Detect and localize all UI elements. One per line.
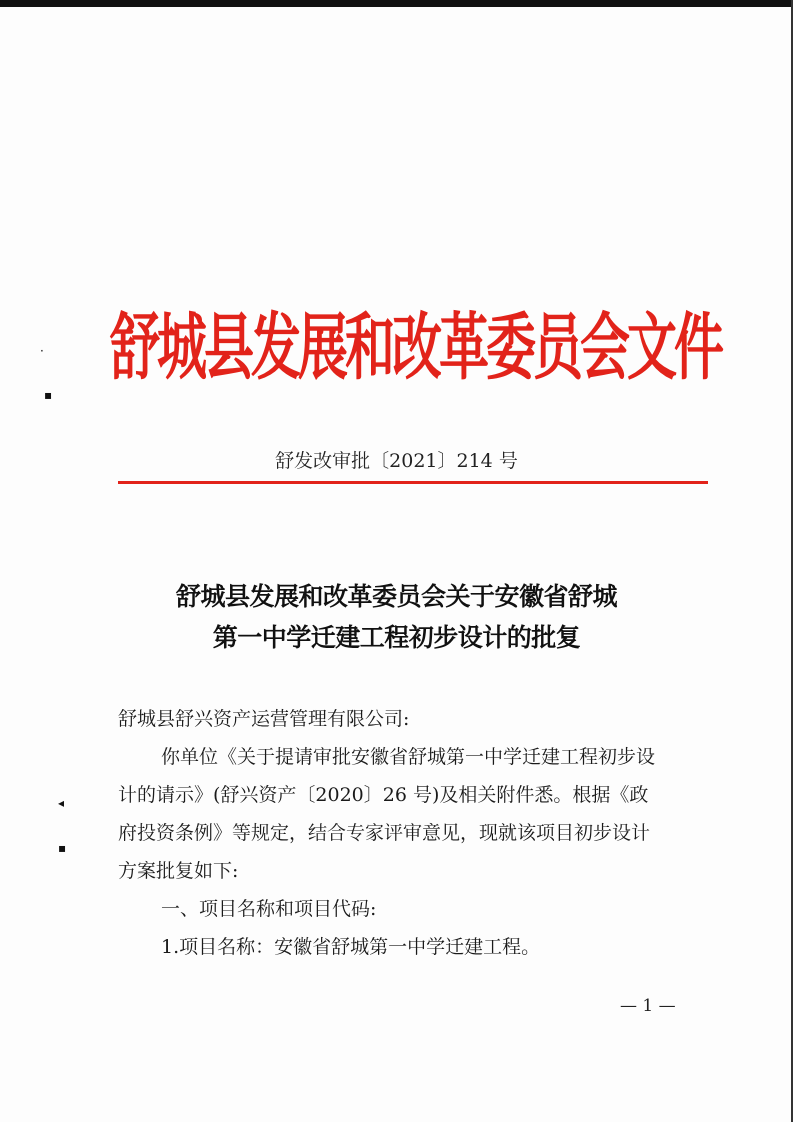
red-divider-line [118, 481, 708, 484]
paragraph-line: 计的请示》(舒兴资产〔2020〕26 号)及相关附件悉。根据《政 [118, 784, 649, 806]
addressee: 舒城县舒兴资产运营管理有限公司: [118, 708, 410, 730]
scan-speck: · [40, 344, 44, 358]
paragraph-line: 方案批复如下: [118, 860, 239, 882]
title-line-1: 舒城县发展和改革委员会关于安徽省舒城 [175, 582, 617, 611]
page-number: — 1 — [620, 996, 676, 1016]
paragraph-line: 府投资条例》等规定，结合专家评审意见，现就该项目初步设计 [118, 822, 651, 844]
scan-edge-top [0, 0, 793, 7]
red-masthead-title: 舒城县发展和改革委员会文件 [110, 304, 721, 391]
paragraph-line: 你单位《关于提请审批安徽省舒城第一中学迁建工程初步设 [161, 746, 656, 768]
document-number: 舒发改审批〔2021〕214 号 [275, 450, 518, 472]
section-heading: 一、项目名称和项目代码: [161, 898, 377, 920]
scan-speck: ◂ [58, 796, 65, 810]
title-line-2: 第一中学迁建工程初步设计的批复 [212, 623, 581, 652]
list-item: 1.项目名称：安徽省舒城第一中学迁建工程。 [161, 936, 541, 958]
document-body [118, 700, 718, 966]
scan-speck: ▪ [58, 841, 67, 855]
document-title [0, 576, 793, 658]
scan-speck: ▪ [44, 388, 53, 402]
